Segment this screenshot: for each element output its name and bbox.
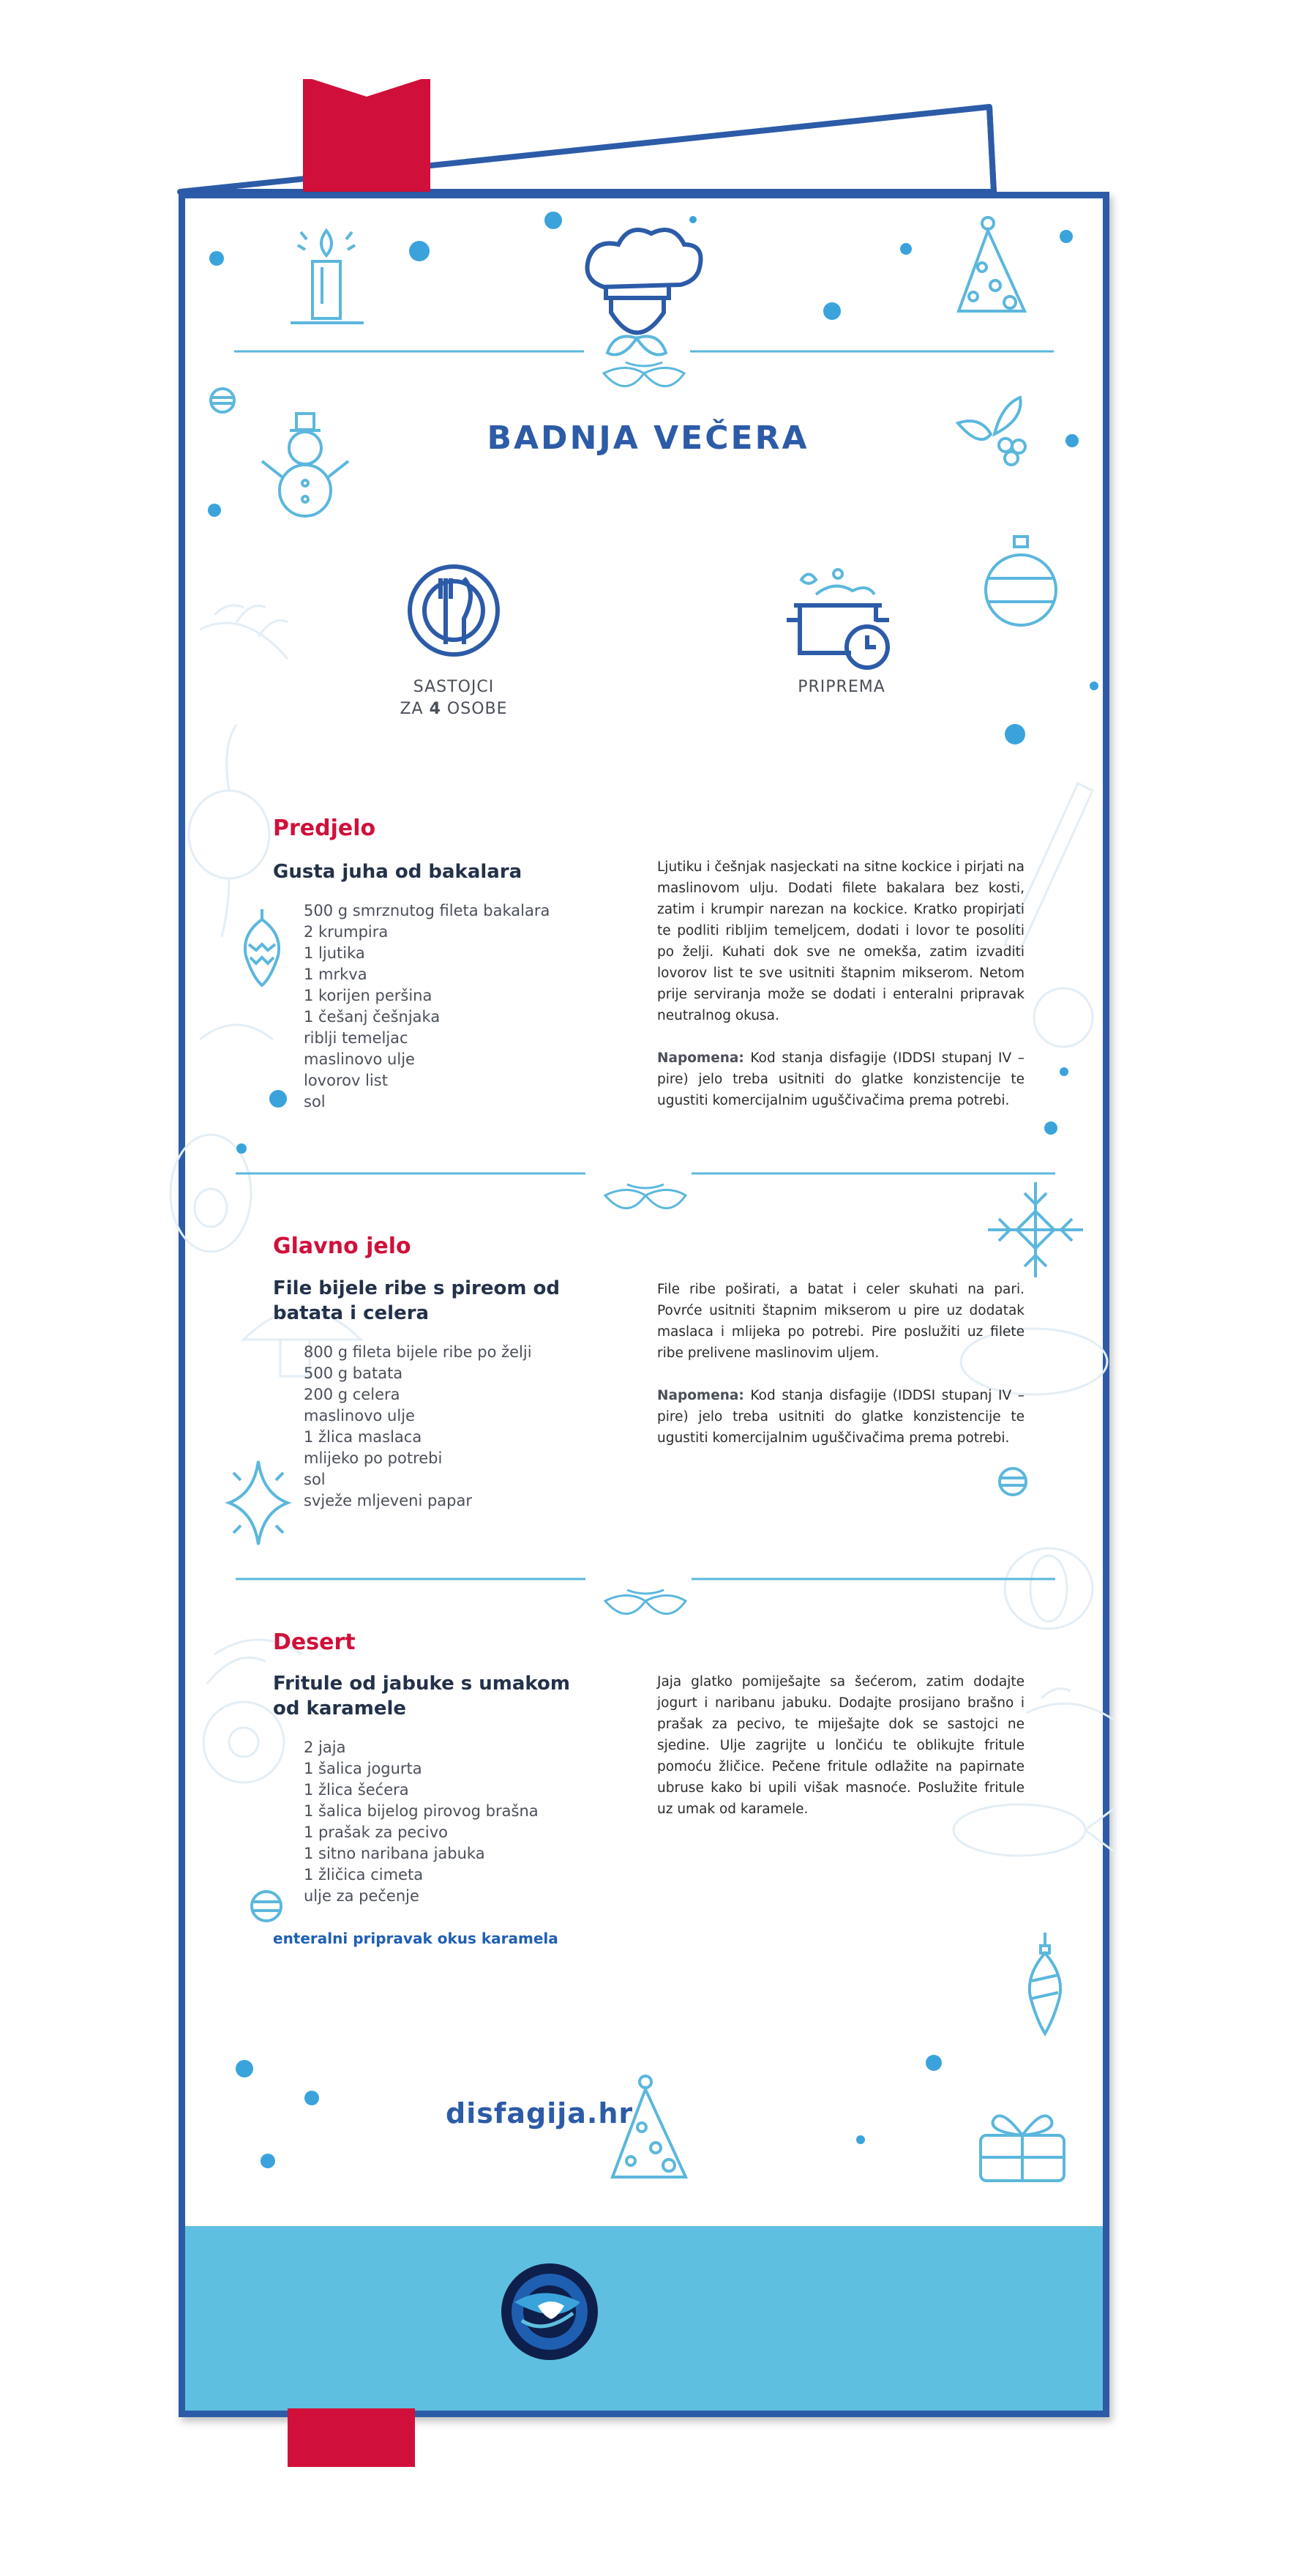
logo-icon [500, 2262, 599, 2362]
note-label: Napomena: [657, 1050, 744, 1066]
page-title: BADNJA VEČERA [487, 419, 809, 457]
holly-icon [954, 394, 1035, 467]
note [657, 1385, 1025, 1449]
preparation-text: Ljutiku i češnjak nasjeckati na sitne kockice i pirjati na maslinovom ulju. Dodati filete bakalara bez kosti, zatim i krumpir narezan na kockice. Kratko propirjati te podliti ribljim temeljcem, dodati i lovor te posoliti po želji. Kuhati dok sve ne omekša, zatim izvaditi lovorov list te sve usitniti štapnim mikserom. Netom prije serviranja može se dodati i enteralni pripravak neutralnog okusa. [657, 859, 1025, 1023]
list-item: riblji temeljac [304, 1029, 408, 1047]
list-item: 1 prašak za pecivo [304, 1823, 448, 1841]
ingredients-label-line2: ZA 4 OSOBE [400, 700, 508, 718]
list-item: maslinovo ulje [304, 1407, 415, 1425]
section-heading-dessert: Desert [273, 1629, 356, 1655]
preparation-text: File ribe poširati, a batat i celer skuhati na pari. Povrće usitniti štapnim mikserom u pire uz dodatak maslaca i mlijeka po potrebi. Pire poslužiti uz filete ribe prelivene maslinovim uljem. [657, 1282, 1025, 1361]
list-item: 200 g celera [304, 1386, 400, 1403]
list-item: mlijeko po potrebi [304, 1449, 443, 1467]
dish-title-starter: Gusta juha od bakalara [273, 861, 522, 883]
footer-website[interactable]: disfagija.hr [446, 2097, 634, 2129]
note-text: Kod stanja disfagije (IDDSI stupanj IV – pire) jelo treba usitniti do glatke konzistencije te ugustiti komercijalnim uguščivačima prema potrebi. [657, 1388, 1025, 1446]
plate-icon [405, 562, 502, 659]
note-label: Napomena: [657, 1388, 744, 1403]
list-item: sol [304, 1471, 326, 1488]
tree-icon [609, 2075, 689, 2184]
ornament-icon [249, 1889, 284, 1924]
ingredients-label-line1: SASTOJCI [413, 678, 495, 696]
list-item: 1 žličica cimeta [304, 1866, 424, 1884]
list-item: 1 šalica bijelog pirovog brašna [304, 1802, 539, 1820]
ornament-icon [997, 1466, 1029, 1498]
ingredients-list-dessert [304, 1737, 539, 1907]
list-item: 1 žlica maslaca [304, 1428, 422, 1446]
list-item: 1 žlica šećera [304, 1781, 409, 1799]
list-item: 500 g batata [304, 1364, 403, 1382]
top-separator [234, 340, 1057, 399]
preparation-label: PRIPREMA [798, 678, 885, 696]
list-item: 1 češanj češnjaka [304, 1008, 441, 1026]
section-separator [236, 1162, 1059, 1221]
list-item: 2 jaja [304, 1739, 346, 1756]
ingredients-list-main [304, 1342, 532, 1512]
section-heading-main: Glavno jelo [273, 1233, 411, 1259]
candle-icon [291, 223, 365, 327]
pot-timer-icon [787, 565, 896, 675]
list-item: 800 g fileta bijele ribe po želji [304, 1343, 532, 1361]
list-item: 1 sitno naribana jabuka [304, 1845, 485, 1862]
ornament-icon [1025, 1933, 1065, 2035]
dessert-extra-note: enteralni pripravak okus karamela [273, 1930, 558, 1947]
ornament-icon [241, 909, 282, 990]
snowflake-icon [984, 1179, 1087, 1281]
gift-icon [977, 2106, 1069, 2187]
note-text: Kod stanja disfagije (IDDSI stupanj IV – pire) jelo treba usitniti do glatke konzistencije te ugustiti komercijalnim uguščivačima prema potrebi. [657, 1050, 1025, 1108]
ornament-icon [208, 386, 237, 415]
list-item: 1 ljutika [304, 944, 365, 962]
list-item: maslinovo ulje [304, 1050, 415, 1068]
ingredients-label [359, 676, 549, 720]
list-item: 1 mrkva [304, 966, 367, 983]
star-icon [223, 1457, 293, 1549]
list-item: 1 korijen peršina [304, 987, 432, 1004]
snowman-icon [262, 410, 350, 520]
list-item: svježe mljeveni papar [304, 1492, 472, 1509]
preparation-text: Jaja glatko pomiješajte sa šećerom, zatim dodajte jogurt i naribanu jabuku. Dodajte prosijano brašno i prašak za pecivo, te miješajte dok se sastojci ne sjedine. Ulje zagrijte u lončiću te oblikujte fritule pomoću žličice. Pečene fritule odlažite na papirnate ubruse kako bi upili višak masnoće. Poslužite fritule uz umak od karamele. [657, 1674, 1025, 1817]
list-item: 1 šalica jogurta [304, 1760, 422, 1777]
preparation-dessert [657, 1671, 1025, 1820]
list-item: sol [304, 1093, 326, 1110]
ingredients-list-starter [304, 900, 550, 1113]
chef-icon [578, 221, 695, 353]
ornament-icon [981, 533, 1061, 635]
list-item: 2 krumpira [304, 923, 389, 941]
preparation-main [657, 1279, 1025, 1449]
preparation-starter [657, 856, 1025, 1111]
list-item: 500 g smrznutog fileta bakalara [304, 902, 550, 919]
servings-count: 4 [429, 700, 441, 718]
tree-icon [951, 216, 1032, 318]
note [657, 1048, 1025, 1111]
list-item: lovorov list [304, 1072, 388, 1089]
section-separator [236, 1568, 1059, 1627]
dish-title-dessert: Fritule od jabuke s umakom od karamele [273, 1673, 570, 1720]
list-item: ulje za pečenje [304, 1887, 419, 1905]
section-heading-starter: Predjelo [273, 815, 376, 841]
dish-title-main: File bijele ribe s pireom od batata i celera [273, 1277, 560, 1324]
